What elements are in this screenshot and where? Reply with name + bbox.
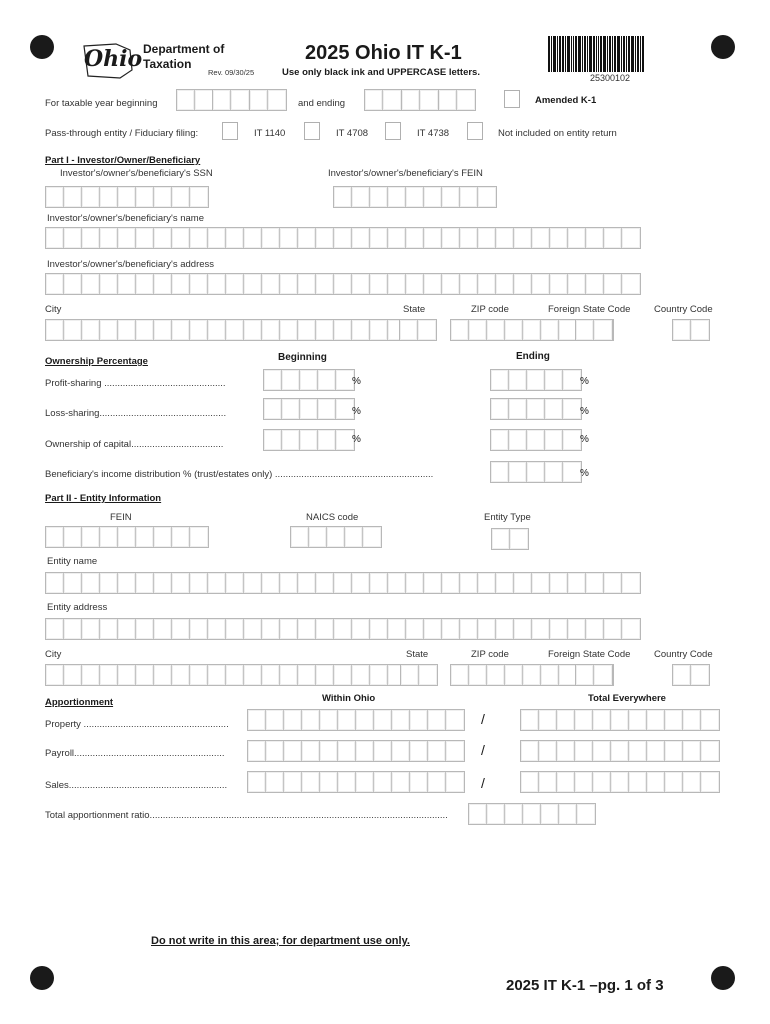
ssn-input[interactable] (45, 186, 209, 208)
total-ratio-label: Total apportionment ratio................................................................................................................. (45, 810, 448, 821)
beneficiary-distribution-input[interactable] (490, 461, 582, 483)
investor-name-input[interactable] (45, 227, 641, 249)
entity-type-input[interactable] (491, 528, 529, 550)
loss-ending-pct: % (580, 406, 589, 417)
beginning-day-input[interactable] (212, 89, 250, 111)
city-input[interactable] (45, 319, 407, 341)
naics-input[interactable] (290, 526, 382, 548)
entity-zip-label: ZIP code (471, 649, 509, 660)
sales-slash: / (481, 775, 485, 791)
page-number: 2025 IT K-1 –pg. 1 of 3 (506, 977, 664, 994)
department-line-2: Taxation (143, 57, 192, 71)
payroll-ohio-input[interactable] (247, 740, 465, 762)
capital-label: Ownership of capital................................... (45, 439, 224, 450)
total-ratio-input[interactable] (468, 803, 596, 825)
entity-type-label: Entity Type (484, 512, 531, 523)
property-label: Property ....................................................... (45, 719, 229, 730)
investor-address-label: Investor's/owner's/beneficiary's address (47, 259, 215, 270)
it4708-checkbox[interactable] (304, 122, 320, 140)
loss-beginning-input[interactable] (263, 398, 355, 420)
entity-name-input[interactable] (45, 572, 641, 594)
amended-label: Amended K-1 (535, 95, 597, 106)
ownership-heading: Ownership Percentage (45, 356, 148, 367)
form-instruction: Use only black ink and UPPERCASE letters. (282, 67, 480, 78)
taxable-year-beginning-label: For taxable year beginning (45, 98, 158, 109)
country-code-label: Country Code (654, 304, 713, 315)
payroll-label: Payroll......................................................... (45, 748, 225, 759)
revision-date: Rev. 09/30/25 (208, 68, 255, 77)
entity-state-label: State (406, 649, 429, 660)
profit-ending-input[interactable] (490, 369, 582, 391)
form-title: 2025 Ohio IT K-1 (305, 42, 462, 64)
within-ohio-label: Within Ohio (322, 693, 376, 704)
barcode-number: 25300102 (590, 73, 631, 83)
entity-state-input[interactable] (400, 664, 438, 686)
department-line-1: Department of (143, 42, 225, 56)
entity-foreign-state-input[interactable] (575, 664, 613, 686)
foreign-state-label: Foreign State Code (548, 304, 631, 315)
capital-ending-input[interactable] (490, 429, 582, 451)
it4738-checkbox[interactable] (385, 122, 401, 140)
profit-ending-pct: % (580, 376, 589, 387)
property-ohio-input[interactable] (247, 709, 465, 731)
ssn-label: Investor's/owner's/beneficiary's SSN (60, 168, 213, 179)
state-input[interactable] (399, 319, 437, 341)
passthrough-label: Pass-through entity / Fiduciary filing: (45, 128, 199, 139)
it1140-checkbox[interactable] (222, 122, 238, 140)
amended-checkbox[interactable] (504, 90, 520, 108)
not-included-checkbox[interactable] (467, 122, 483, 140)
entity-address-input[interactable] (45, 618, 641, 640)
zip-label: ZIP code (471, 304, 509, 315)
beneficiary-distribution-label: Beneficiary's income distribution % (trust/estates only) ............................................................ (45, 469, 434, 480)
profit-sharing-label: Profit-sharing .............................................. (45, 378, 226, 389)
profit-beginning-pct: % (352, 376, 361, 387)
entity-country-code-input[interactable] (672, 664, 710, 686)
ending-day-input[interactable] (401, 89, 439, 111)
entity-city-input[interactable] (45, 664, 407, 686)
part2-heading: Part II - Entity Information (45, 493, 162, 504)
property-everywhere-input[interactable] (520, 709, 720, 731)
beginning-month-input[interactable] (176, 89, 214, 111)
ohio-logo (80, 40, 143, 80)
entity-country-code-label: Country Code (654, 649, 713, 660)
entity-fein-label: FEIN (110, 512, 132, 523)
ownership-beginning-label: Beginning (278, 352, 327, 363)
ending-year-input[interactable] (438, 89, 476, 111)
part1-heading: Part I - Investor/Owner/Beneficiary (45, 155, 201, 166)
entity-city-label: City (45, 649, 62, 660)
investor-address-input[interactable] (45, 273, 641, 295)
foreign-state-input[interactable] (575, 319, 613, 341)
sales-label: Sales............................................................ (45, 780, 228, 791)
entity-name-label: Entity name (47, 556, 98, 567)
fein-input[interactable] (333, 186, 497, 208)
entity-foreign-state-label: Foreign State Code (548, 649, 631, 660)
investor-name-label: Investor's/owner's/beneficiary's name (47, 213, 204, 224)
barcode (548, 36, 645, 72)
ohio-logo-text: Ohio (84, 46, 143, 72)
payroll-everywhere-input[interactable] (520, 740, 720, 762)
loss-ending-input[interactable] (490, 398, 582, 420)
ending-month-input[interactable] (364, 89, 402, 111)
fein-label: Investor's/owner's/beneficiary's FEIN (328, 168, 483, 179)
beneficiary-distribution-pct: % (580, 468, 589, 479)
property-slash: / (481, 711, 485, 727)
capital-beginning-input[interactable] (263, 429, 355, 451)
capital-beginning-pct: % (352, 434, 361, 445)
city-label: City (45, 304, 62, 315)
payroll-slash: / (481, 742, 485, 758)
it4738-label: IT 4738 (417, 128, 450, 139)
capital-ending-pct: % (580, 434, 589, 445)
registration-mark-top-left (30, 35, 54, 59)
department-use-only-notice: Do not write in this area; for department use only. (151, 935, 410, 947)
not-included-label: Not included on entity return (498, 128, 617, 139)
state-label: State (403, 304, 426, 315)
beginning-year-input[interactable] (249, 89, 287, 111)
loss-beginning-pct: % (352, 406, 361, 417)
profit-beginning-input[interactable] (263, 369, 355, 391)
sales-everywhere-input[interactable] (520, 771, 720, 793)
ownership-ending-label: Ending (516, 351, 550, 362)
total-everywhere-label: Total Everywhere (588, 693, 666, 704)
sales-ohio-input[interactable] (247, 771, 465, 793)
registration-mark-bottom-left (30, 966, 54, 990)
it4708-label: IT 4708 (336, 128, 369, 139)
registration-mark-bottom-right (711, 966, 735, 990)
entity-address-label: Entity address (47, 602, 108, 613)
registration-mark-top-right (711, 35, 735, 59)
loss-sharing-label: Loss-sharing................................................ (45, 408, 227, 419)
apportionment-heading: Apportionment (45, 697, 114, 708)
it1140-label: IT 1140 (254, 128, 286, 139)
entity-fein-input[interactable] (45, 526, 209, 548)
and-ending-label: and ending (298, 98, 346, 109)
naics-label: NAICS code (306, 512, 359, 523)
country-code-input[interactable] (672, 319, 710, 341)
